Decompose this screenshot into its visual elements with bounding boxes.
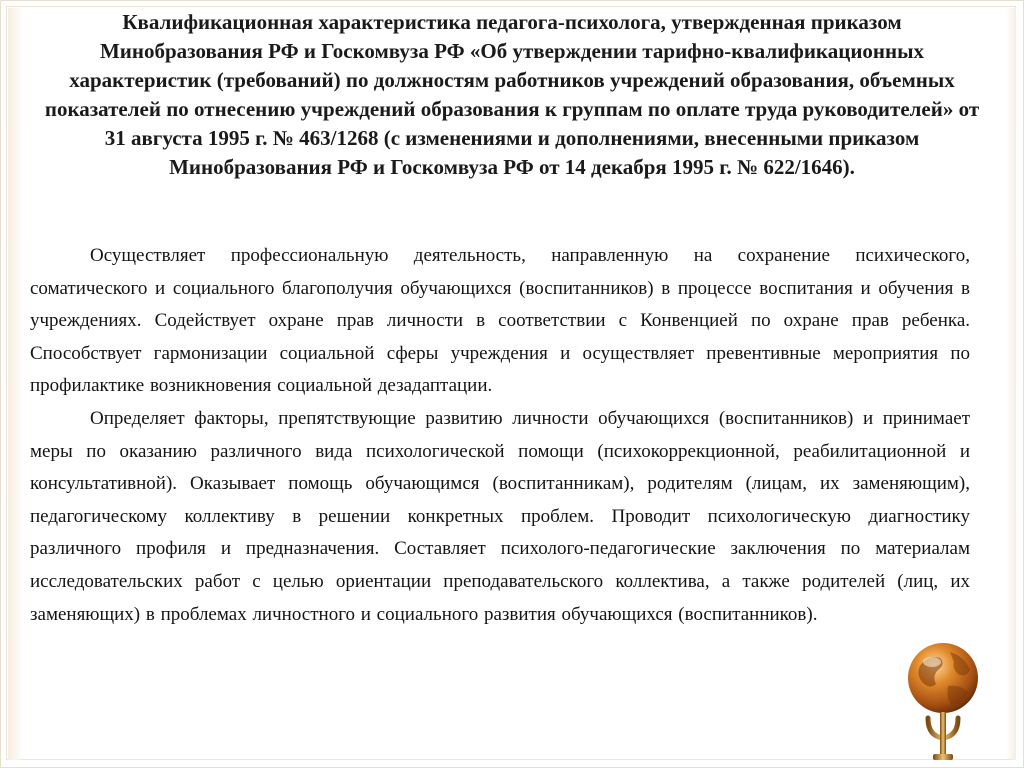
paragraph-2: Определяет факторы, препятствующие развитию личности обучающихся (воспитанников) и принимает меры по оказанию различного вида психологической помощи (психокоррекционной, реабилитационной и консультативной). Оказывает помощь обучающимся (воспитанникам), родителям (лицам, их заменяющим), педагогическому коллективу в решении конкретных проблем. Проводит психологическую диагностику различного профиля и предназначения. Составляет психолого-педагогические заключения по материалам исследовательских работ с целью ориентации преподавательского коллектива, а также родителей (лиц, их заменяющих) в проблемах личностного и социального развития обучающихся (воспитанников). [30,407,970,625]
left-decorative-band [8,8,22,760]
globe-psi-icon [906,640,980,768]
document-heading: Квалификационная характеристика педагога-психолога, утвержденная приказом Минобразования РФ и Госкомвуза РФ «Об утверждении тарифно-квалификационных характеристик (требований) по должностям работников учреждений образования, объемных показателей по отнесению учреждений образования к группам по оплате труда руководителей» от 31 августа 1995 г. № 463/1268 (с изменениями и дополнениями, внесенными приказом Минобразования РФ и Госкомвуза РФ от 14 декабря 1995 г. № 622/1646). [44,10,980,179]
document-body [30,240,970,631]
paragraph-1: Осуществляет профессиональную деятельность, направленную на сохранение психического, соматического и социального благополучия обучающихся (воспитанников) в процессе воспитания и обучения в учреждениях. Содействует охране прав личности в соответствии с Конвенцией по охране прав ребенка. Способствует гармонизации социальной сферы учреждения и осуществляет превентивные мероприятия по профилактике возникновения социальной дезадаптации. [30,245,970,397]
right-decorative-band [1006,8,1016,760]
